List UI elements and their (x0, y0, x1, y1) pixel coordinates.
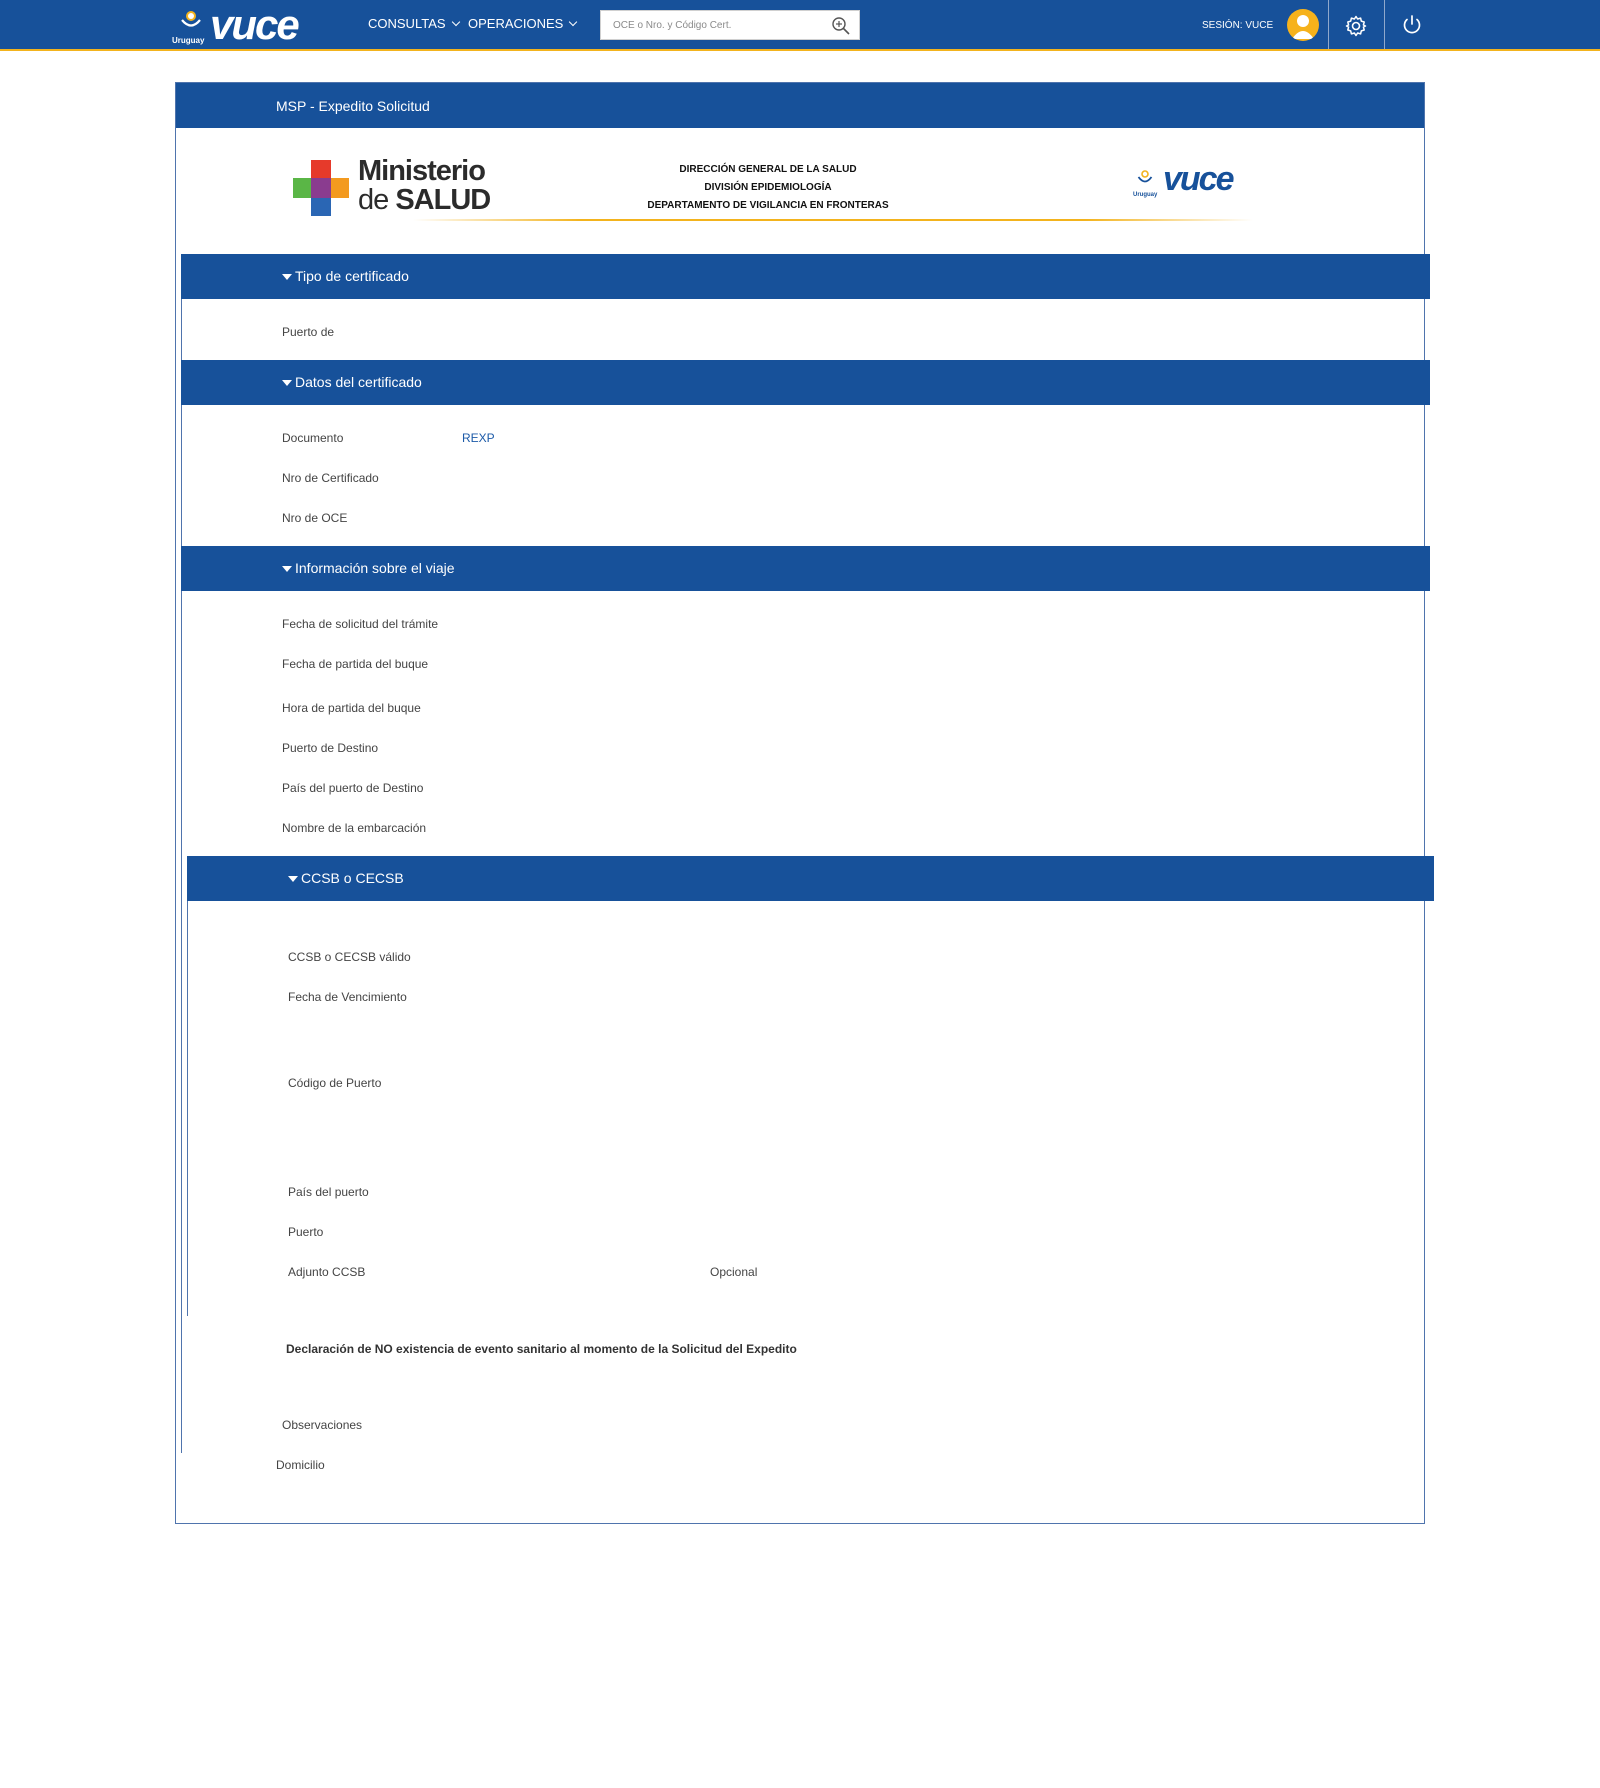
field-label-puerto-de: Puerto de (282, 325, 335, 339)
top-navbar (0, 0, 1600, 51)
power-icon[interactable] (1401, 14, 1423, 36)
section-header-ccsb[interactable] (187, 856, 1434, 901)
sun-icon (180, 7, 202, 31)
card-header (176, 83, 1424, 128)
field-label-fecha-solicitud: Fecha de solicitud del trámite (282, 617, 439, 631)
inner-border-line (181, 298, 182, 1453)
section-header-viaje[interactable] (181, 546, 1430, 591)
field-label-puerto-destino: Puerto de Destino (282, 741, 379, 755)
avatar-icon (1287, 9, 1319, 41)
field-value-documento: REXP (462, 431, 495, 445)
search-input[interactable] (601, 11, 826, 39)
session-label: SESIÓN: VUCE (1202, 20, 1274, 31)
field-label-adjunto-ccsb: Adjunto CCSB (288, 1265, 366, 1279)
ministry-name-line2-a: de (358, 184, 396, 216)
banner-line-1: DIRECCIÓN GENERAL DE LA SALUD (679, 164, 857, 175)
field-label-puerto: Puerto (288, 1225, 324, 1239)
ministerio-salud-logo (293, 153, 523, 223)
field-label-fecha-vencimiento: Fecha de Vencimiento (288, 990, 407, 1004)
logo-brand: vuce (210, 1, 298, 48)
menu-operaciones-label: OPERACIONES (468, 16, 564, 31)
navbar-divider (1384, 0, 1385, 49)
ministry-name-line2 (358, 184, 490, 217)
field-label-nombre-embarcacion: Nombre de la embarcación (282, 821, 427, 835)
section-header-tipo[interactable] (181, 254, 1430, 299)
field-label-documento: Documento (282, 431, 344, 445)
navbar-divider (1328, 0, 1329, 49)
triangle-down-icon (282, 380, 292, 386)
gear-icon[interactable] (1344, 14, 1368, 38)
menu-operaciones[interactable] (468, 16, 576, 31)
field-label-pais-puerto: País del puerto (288, 1185, 369, 1199)
declaration-text: Declaración de NO existencia de evento sanitario al momento de la Solicitud del Expedito (286, 1342, 797, 1356)
ministry-name-line1: Ministerio (358, 155, 485, 187)
field-label-ccsb-valido: CCSB o CECSB válido (288, 950, 411, 964)
triangle-down-icon (288, 876, 298, 882)
banner-vuce-brand: vuce (1163, 160, 1233, 198)
banner-line-2: DIVISIÓN EPIDEMIOLOGÍA (704, 182, 832, 193)
section-title-viaje: Información sobre el viaje (295, 560, 455, 576)
section-title-ccsb: CCSB o CECSB (301, 870, 404, 886)
logo-country: Uruguay (172, 36, 205, 45)
inner-border-line (187, 899, 188, 1316)
field-label-nro-certificado: Nro de Certificado (282, 471, 379, 485)
health-cross-icon (293, 160, 349, 216)
ministry-name-line2-b: SALUD (395, 184, 491, 216)
field-label-nro-oce: Nro de OCE (282, 511, 348, 525)
banner-vuce-country: Uruguay (1133, 192, 1158, 198)
field-value-adjunto-opcional: Opcional (710, 1265, 758, 1279)
field-label-domicilio: Domicilio (276, 1458, 325, 1472)
field-label-codigo-puerto: Código de Puerto (288, 1076, 382, 1090)
banner-divider (413, 219, 1253, 221)
section-title-tipo: Tipo de certificado (295, 268, 409, 284)
sun-icon (1137, 168, 1153, 186)
search-icon[interactable] (831, 16, 851, 36)
menu-consultas[interactable] (368, 16, 459, 31)
chevron-down-icon (569, 18, 577, 26)
chevron-down-icon (451, 18, 459, 26)
menu-consultas-label: CONSULTAS (368, 16, 446, 31)
avatar[interactable] (1287, 9, 1319, 41)
banner-line-3: DEPARTAMENTO DE VIGILANCIA EN FRONTERAS (647, 200, 889, 211)
field-label-fecha-partida: Fecha de partida del buque (282, 657, 429, 671)
field-label-observaciones: Observaciones (282, 1418, 363, 1432)
page-title: MSP - Expedito Solicitud (276, 98, 430, 114)
banner-vuce-logo (1133, 160, 1253, 206)
field-label-pais-destino: País del puerto de Destino (282, 781, 424, 795)
search-box (600, 10, 860, 40)
field-label-hora-partida: Hora de partida del buque (282, 701, 421, 715)
banner-department-text (623, 161, 913, 215)
triangle-down-icon (282, 566, 292, 572)
section-header-datos[interactable] (181, 360, 1430, 405)
section-title-datos: Datos del certificado (295, 374, 422, 390)
triangle-down-icon (282, 274, 292, 280)
